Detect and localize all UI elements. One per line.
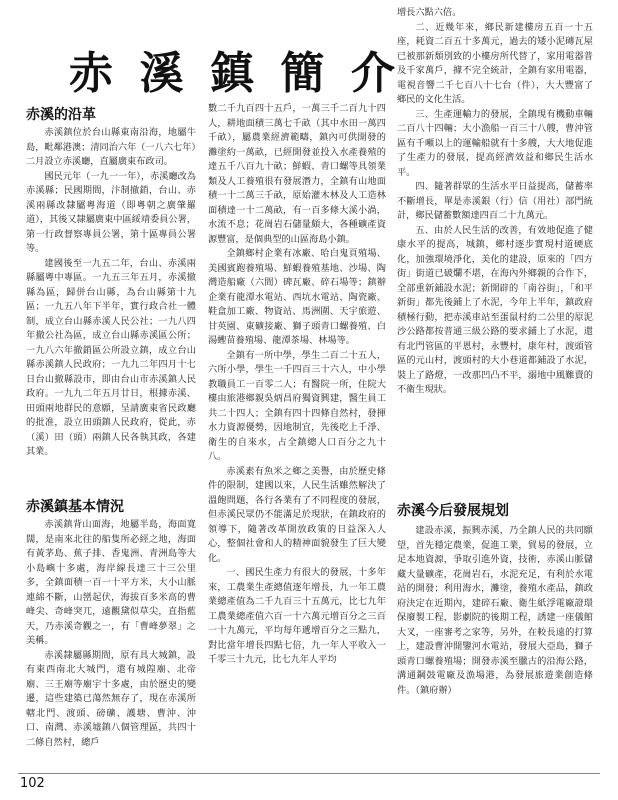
paragraph: 四、隨著群眾的生活水平日益提高，儲蓄率不斷增長，單是赤溪銀（行）信（用社）部門統計，鄉民儲蓄數額達四百二十九萬元。 — [397, 181, 593, 221]
paragraph: 赤溪隸屬縣期間，原有具大城鎮，設有東西南北大城門，還有城隍廟、北帝廟、三王廟等廟宇十多處，由於歷史的變遷，這些建築已蕩然無存了，現在赤溪所轄北門、渡頭、磅礦、護塘、曹沖、沖口、南灣、赤溪墟鎮八個管理區，共四十二條自然村，總戶 — [26, 649, 196, 748]
paragraph: 赤溪鎮背山面海，地屬半島，海面寬闊，是南來北往的船隻所必經之地，海面有黃茅島、蕉子排、香鬼洲、青洲島等大小島嶼十多處，海岸線長達三十三公里多，全鎮面積一百一十平方米，大小山脈連綿不斷，山巒起伏，海拔百多米高的曹峰尖、奇峰突兀，遠觀黛似草尖，直指藍天，乃赤溪奇觀之一，有「曹峰夢翠」之美稱。 — [26, 519, 196, 646]
paragraph: 數二千九百四十五戶，一萬三千二百九十四人，耕地面積三萬七千畝（其中水田一萬四千畝），屬農業經濟範疇，鎮內可供開發的灘塗約一萬畝，已經開發並投入水產養殖的達五千八百九十畝；鮮蝦、青口螺等具領業類及人工養殖很有發展潛力，全鎮有山地面積一十二萬三千畝，原始灌木林及人工造林面積達一十二萬畝，有一百多條大溪小渦，水流不息；花崗岩石儲量頗大，各種礦產資源豐富，是個典型的山區海島小鎮。 — [208, 103, 386, 245]
section-heading-prospect: 赤溪今后發展規划 — [397, 503, 509, 519]
history-text — [26, 126, 196, 486]
title-char: 鎮 — [210, 48, 254, 99]
paragraph: 二、近幾年來，鄉民新建樓房五百一十五座，耗資二百五十多萬元，過去的矮小泥磚瓦屋已被那新頹別致的小樓房所代替了，家用電器普及千家萬戶，據不完全統計，全鎮有家用電器，電視音響二千七百八十七台（件），大大豐富了鄉民的文化生活。 — [397, 21, 593, 105]
paragraph: 五、由於人民生活的改善，有效地促進了健康水平的提高，城鎮，鄉村逐步實現村道硬底化，加強環境淨化，美化的建設，原來的「四方街」街道已破爛不堪，在海內外鄉親的合作下，全部重新鋪設水泥；新開辟的「南谷街」，「和平新街」都先後鋪上了水泥，今年上半年，鎮政府積極行動，把赤溪車站至蛋鼠村約二公里的原泥沙公路都按普通三級公路的要求鋪上了水泥，還有北門管區的平恩村，永豐村，康年村，渡頭管區的元山村，渡頭村的大小巷道都鋪設了水泥，裝上了路燈，一改那凹凸不平，溺地中風難賣的不衛生現狀。 — [397, 224, 593, 395]
title-char: 赤 — [69, 48, 113, 99]
paragraph: 增長六點六倍。 — [397, 7, 462, 18]
section-heading-history: 赤溪的沿革 — [26, 107, 96, 123]
column-3-text — [397, 6, 593, 490]
paragraph: 赤溪鎮位於台山縣東南沿海，地屬牛島，毗鄰港澳；清同治六年（一八六七年）二月設立赤溪廳，直屬廣東布政司。 — [26, 127, 196, 167]
title-char: 簡 — [280, 48, 325, 99]
column-2 — [208, 0, 386, 800]
column-1 — [26, 0, 196, 800]
page-number: 102 — [20, 776, 45, 791]
paragraph: 全鎮鄉村企業有冰廠、哈白鬼頁殖場、美國賓跑養殖場、鮮蝦養殖基地、沙場、陶灣造船廠（六間）碑瓦廠、碎石場等；鎮辦企業有龍潭水電站、西坑水電站、陶瓷廠、鞋盒加工廠、物資站、馬洲圍、天宇旅遊、甘英園、東礦接廠、獅子頭青口螺養殖、白湯蟶苗養殖場、龍潭茶場、林場等。 — [208, 248, 386, 346]
column-3 — [397, 0, 593, 800]
column-2-text — [208, 102, 386, 770]
section-heading-basic: 赤溪鎮基本情況 — [26, 499, 124, 515]
paragraph: 建設赤溪，振興赤溪，乃全鎮人民的共同願望，首先穩定農業，促進工業，貿易的發展，立足本地資源，爭取引進外資，技術，赤溪山脈儲藏大量礦產，花崗岩石，水泥充足，有利於水電站的開發；利用海水，灘塗，養殖水產品，鎮政府決定在近期內，建碎石廠、衛生紙浮電廠證環保廢製工程，影劇院的後期工程，誘建一座儀館大叉，一座審考之家等，另外，在較長遠的打算上，建設曹沖開鑒河水電站，發展大亞島，獅子頭青口螺養殖場；開發赤溪至臘古的沿海公路，溝通鋼鼓電廠及漁場港，為發展旅遊業創造條件。（鎮府辦） — [397, 525, 593, 696]
paragraph: 赤溪素有魚米之鄉之美譽，由於歷史條件的限制，建國以來，人民生活雖然解決了溫飽問題，各行各業有了不同程度的發展，但赤溪民眾仍不能滿足於現狀，在鎮政府的領導下，隨著改革開放政策的日益深入人心，整個社會和人的精神面貌發生了巨大變化。 — [208, 465, 386, 564]
paragraph: 國民元年（一九一一年），赤溪廳改為赤溪縣；民國期間，汴制撤銷，台山、赤溪兩縣改隸屬粵海道（即粵朝之廣肇羅道），其後又隸屬廣東中區綏靖委員公署，第一行政督察專員公署，第十區專員公署等。 — [26, 170, 196, 254]
paragraph: 全鎮有一所中學，學生二百二十五人，六所小學，學生一千四百三十六人，中小學教職員工一百零二人；有醫院一所，住院大樓由旅港鄉親吳炳昌府獨資興建，醫生員工共二十四人；全鎮有四十四條自然村，發揮水力資源優勢，因地制宜，先後吃上千淨、衛生的自來水，占全鎮總人口百分之九十八。 — [208, 349, 386, 462]
paragraph: 三、生產運輸力的發展，全鎮現有機動車輛二百八十四輛；大小漁船一百三十八艘，曹沖管區有千噸以上的運輸船就有十多艘，大大地促進了生產力的發展，提高經濟效益和鄉民生活水平。 — [397, 108, 593, 178]
prospect-text — [397, 524, 593, 770]
title-char: 介 — [351, 48, 395, 99]
footer-rule — [18, 773, 600, 774]
paragraph: 建國後至一九五二年，台山、赤溪兩縣屬粵中專區。一九五三年五月，赤溪撤縣為區，歸併台山縣，為台山縣第十九區；一九五八年下半年，實行政合社一體制，成立台山縣赤溪人民公社；一九八四年撤公社為區，成立台山縣赤溪區公所；一九八六年撤銷區公所設立鎮，成立台山縣赤溪鎮人民政府；一九九二年四月十七日台山撤縣設市，即由台山市赤溪鎮人民政府。一九九二年五月廿日，根據赤溪、田頭兩地群民的意願，呈請廣東省民政廳的批准，設立田頭鎮人民政府，從此，赤（溪）田（頭）兩鎮人民各執其政，各建其業。 — [26, 257, 196, 457]
title-char: 溪 — [139, 48, 184, 99]
paragraph: 一、國民生產力有很大的發展，十多年來，工農業生產總值逐年增長，九一年工農業總產值為二千九百三十五萬元，比七九年工農業總產值六百一十六萬元增百分之三百一十九萬元，平均每年遞增百分之三點九，對比當年增長四點七倍，九一年人平收入一千零三十九元，比七九年人平均 — [208, 567, 386, 665]
basic-text — [26, 518, 196, 770]
